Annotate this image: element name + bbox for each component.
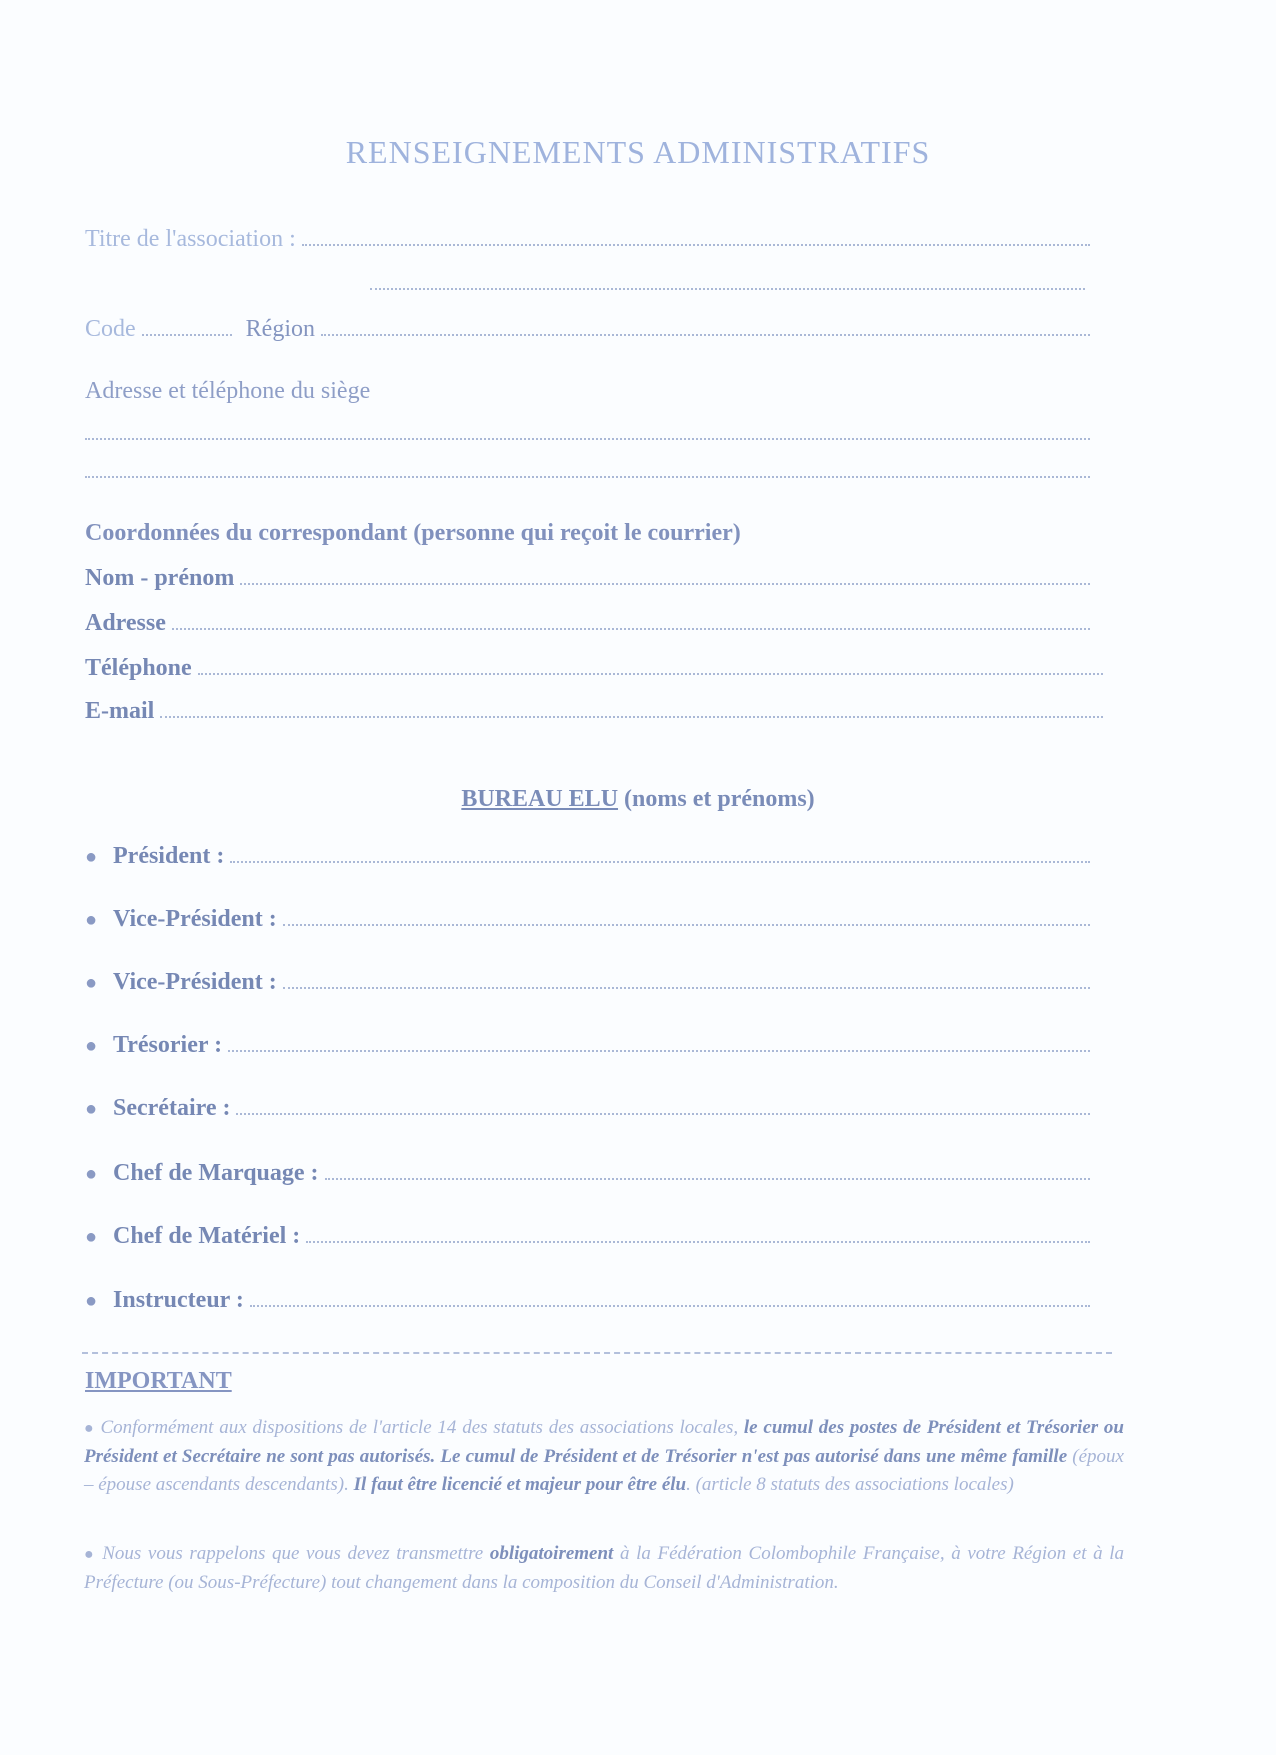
instructeur-line[interactable] xyxy=(250,1287,1090,1307)
instructeur-field[interactable] xyxy=(85,1287,1090,1314)
bullet-icon: ● xyxy=(85,1226,98,1248)
email-line[interactable] xyxy=(160,698,1103,718)
email-label: E-mail xyxy=(85,698,155,724)
association-title-field[interactable] xyxy=(85,226,1090,253)
correspondant-heading: Coordonnées du correspondant (personne qui reçoit le courrier) xyxy=(85,520,741,546)
vice-president-2-field[interactable] xyxy=(85,969,1090,996)
siege-heading: Adresse et téléphone du siège xyxy=(85,378,371,404)
bullet-icon: ● xyxy=(84,1420,95,1437)
association-title-line-2[interactable] xyxy=(370,270,1085,290)
siege-dots-1[interactable] xyxy=(85,420,1090,440)
bureau-heading-underlined: BUREAU ELU xyxy=(461,786,619,812)
note1-part-b: le cumul des postes de Président et Trésorier ou Président et Secrétaire ne sont pas autorisés. Le cumul de Président et de Trésorier n'est pas autorisé dans une même famille xyxy=(84,1417,1124,1467)
bullet-icon: ● xyxy=(85,909,98,931)
association-title-label: Titre de l'association : xyxy=(85,226,296,252)
chef-marquage-line[interactable] xyxy=(325,1160,1090,1180)
bullet-icon: ● xyxy=(84,1546,96,1563)
secretaire-field[interactable] xyxy=(85,1095,1090,1122)
bullet-icon: ● xyxy=(85,1098,98,1120)
code-label: Code xyxy=(85,316,136,342)
telephone-label: Téléphone xyxy=(85,655,192,681)
chef-materiel-line[interactable] xyxy=(306,1223,1090,1243)
president-field[interactable] xyxy=(85,843,1090,870)
note1-part-a: Conformément aux dispositions de l'article 14 des statuts des associations locales, xyxy=(100,1417,744,1438)
tresorier-field[interactable] xyxy=(85,1032,1090,1059)
region-label: Région xyxy=(245,316,315,342)
vice-president-1-label: Vice-Président : xyxy=(113,906,277,932)
nom-prenom-field[interactable] xyxy=(85,565,1090,592)
bullet-icon: ● xyxy=(85,846,98,868)
nom-prenom-label: Nom - prénom xyxy=(85,565,235,591)
note2-part-c: à la Fédération Colombophile Française, à votre Région et à la Préfecture (ou Sous-Préfecture) tout changement dans la composition du Conseil d'Administration. xyxy=(84,1543,1125,1593)
adresse-line[interactable] xyxy=(172,610,1090,630)
tresorier-label: Trésorier : xyxy=(113,1032,223,1058)
tresorier-line[interactable] xyxy=(228,1032,1090,1052)
adresse-label: Adresse xyxy=(85,610,166,636)
adresse-field[interactable] xyxy=(85,610,1090,637)
vice-president-1-field[interactable] xyxy=(85,906,1090,933)
chef-marquage-field[interactable] xyxy=(85,1160,1090,1187)
important-heading: IMPORTANT xyxy=(85,1368,232,1394)
page-title: RENSEIGNEMENTS ADMINISTRATIFS xyxy=(345,134,931,170)
vice-president-2-label: Vice-Président : xyxy=(113,969,277,995)
siege-line-1[interactable] xyxy=(85,420,1090,442)
chef-marquage-label: Chef de Marquage : xyxy=(113,1160,319,1186)
code-line[interactable] xyxy=(142,316,232,336)
nom-prenom-line[interactable] xyxy=(240,565,1090,585)
bullet-icon: ● xyxy=(85,1035,98,1057)
email-field[interactable] xyxy=(85,698,1103,725)
important-note-1 xyxy=(84,1414,1124,1499)
bureau-heading xyxy=(0,786,1276,813)
section-separator xyxy=(82,1352,1112,1354)
president-line[interactable] xyxy=(230,843,1090,863)
siege-dots-2[interactable] xyxy=(85,458,1090,478)
secretaire-label: Secrétaire : xyxy=(113,1095,231,1121)
instructeur-label: Instructeur : xyxy=(113,1287,244,1313)
note2-part-a: Nous vous rappelons que vous devez transmettre xyxy=(102,1543,490,1564)
bullet-icon: ● xyxy=(85,1163,98,1185)
telephone-line[interactable] xyxy=(198,655,1103,675)
bureau-heading-rest: (noms et prénoms) xyxy=(618,786,815,812)
code-region-row xyxy=(85,316,1090,343)
note1-part-d: Il faut être licencié et majeur pour être élu xyxy=(353,1474,687,1495)
vice-president-1-line[interactable] xyxy=(283,906,1090,926)
siege-line-2[interactable] xyxy=(85,458,1090,480)
region-line[interactable] xyxy=(321,316,1090,336)
bullet-icon: ● xyxy=(85,972,98,994)
chef-materiel-label: Chef de Matériel : xyxy=(113,1223,301,1249)
secretaire-line[interactable] xyxy=(236,1095,1090,1115)
president-label: Président : xyxy=(113,843,225,869)
telephone-field[interactable] xyxy=(85,655,1103,682)
chef-materiel-field[interactable] xyxy=(85,1223,1090,1250)
note1-part-c: (époux – épouse ascendants descendants). xyxy=(84,1446,1124,1495)
note2-part-b: obligatoirement xyxy=(489,1543,614,1564)
association-title-field-continued[interactable] xyxy=(370,270,1085,292)
important-note-2 xyxy=(84,1540,1124,1597)
association-title-line[interactable] xyxy=(302,226,1090,246)
bullet-icon: ● xyxy=(85,1290,98,1312)
vice-president-2-line[interactable] xyxy=(283,969,1090,989)
note1-part-e: . (article 8 statuts des associations locales) xyxy=(686,1474,1014,1495)
